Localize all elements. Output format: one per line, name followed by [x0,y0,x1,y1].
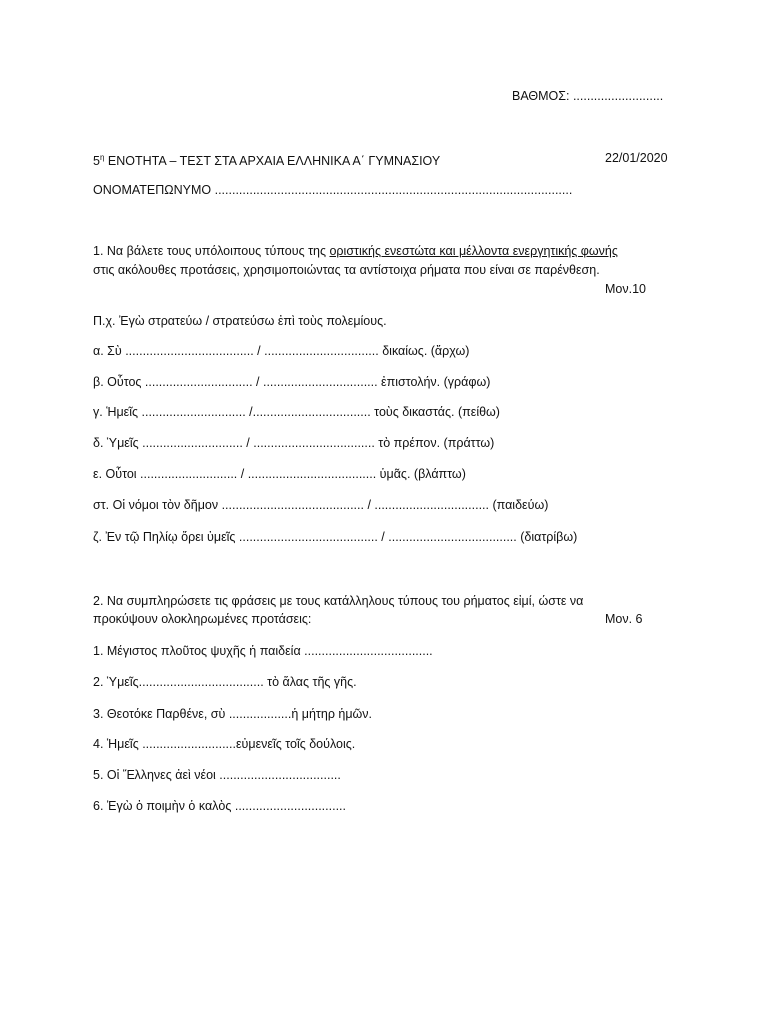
exercise2-item-5: 5. Οἱ Ἕλληνες ἀεὶ νέοι ................................... [93,768,341,782]
exercise1-item-a: α. Σὺ ..................................... / ................................. δικαίως. (ἄρχω) [93,344,470,358]
title-text: ΕΝΟΤΗΤΑ – ΤΕΣΤ ΣΤΑ ΑΡΧΑΙΑ ΕΛΛΗΝΙΚΑ Α΄ ΓΥΜΝΑΣΙΟΥ [104,154,441,168]
title-superscript: η [99,153,105,162]
exercise2-question-line1: 2. Να συμπληρώσετε τις φράσεις με τους κατάλληλους τύπους του ρήματος εἰμί, ώστε να [93,594,584,608]
worksheet-title [93,150,440,169]
exercise2-item-6: 6. Ἐγὼ ὁ ποιμὴν ὁ καλὸς ................................ [93,799,346,813]
worksheet-date: 22/01/2020 [605,151,668,165]
exercise1-question-line2: στις ακόλουθες προτάσεις, χρησιμοποιώντας τα αντίστοιχα ρήματα που είναι σε παρένθεση. [93,263,600,277]
grade-label: ΒΑΘΜΟΣ: [512,89,570,103]
exercise1-item-c: γ. Ἡμεῖς .............................. /.................................. τοὺς δικαστάς. (πείθω) [93,405,500,419]
exercise1-item-st: στ. Οἱ νόμοι τὸν δῆμον ......................................... / ................................. (παιδεύω) [93,498,549,512]
exercise1-underlined-phrase: οριστικής ενεστώτα και μέλλοντα ενεργητικής φωνής [329,244,618,258]
exercise1-item-d: δ. Ὑμεῖς ............................. / ................................... τὸ πρέπον. (πράττω) [93,436,495,450]
exercise2-question-line2: προκύψουν ολοκληρωμένες προτάσεις: [93,612,312,626]
exercise2-item-4: 4. Ἡμεῖς ...........................εὐμενεῖς τοῖς δούλοις. [93,737,356,751]
exercise1-item-e: ε. Οὗτοι ............................ / ..................................... ὑμᾶς. (βλάπτω) [93,467,466,481]
exercise1-example: Π.χ. Ἐγὼ στρατεύω / στρατεύσω ἐπὶ τοὺς πολεμίους. [93,314,387,328]
exercise1-question-text: 1. Να βάλετε τους υπόλοιπους τύπους της [93,244,330,258]
exercise1-question-line1 [93,243,618,259]
exercise1-points: Μον.10 [605,282,646,296]
grade-dots: .......................... [569,89,664,103]
title-number: 5 [93,154,100,168]
exercise2-item-3: 3. Θεοτόκε Παρθένε, σὺ ..................ἡ μήτηρ ἡμῶν. [93,707,373,721]
exercise2-item-2: 2. Ὑμεῖς.................................... τὸ ἅλας τῆς γῆς. [93,675,357,689]
grade-line [512,88,663,104]
name-label: ΟΝΟΜΑΤΕΠΩΝΥΜΟ [93,183,212,197]
name-line [93,182,572,198]
exercise2-item-1: 1. Μέγιστος πλοῦτος ψυχῆς ἡ παιδεία ..................................... [93,644,433,658]
name-dots: ....................................................................................................... [211,183,573,197]
exercise2-points: Μον. 6 [605,612,643,626]
exercise1-item-z: ζ. Ἐν τῷ Πηλίῳ ὄρει ὑμεῖς ........................................ / ..................................... (διατρίβω) [93,530,578,544]
exercise1-item-b: β. Οὗτος ............................... / ................................. ἐπιστολήν. (γράφω) [93,375,491,389]
